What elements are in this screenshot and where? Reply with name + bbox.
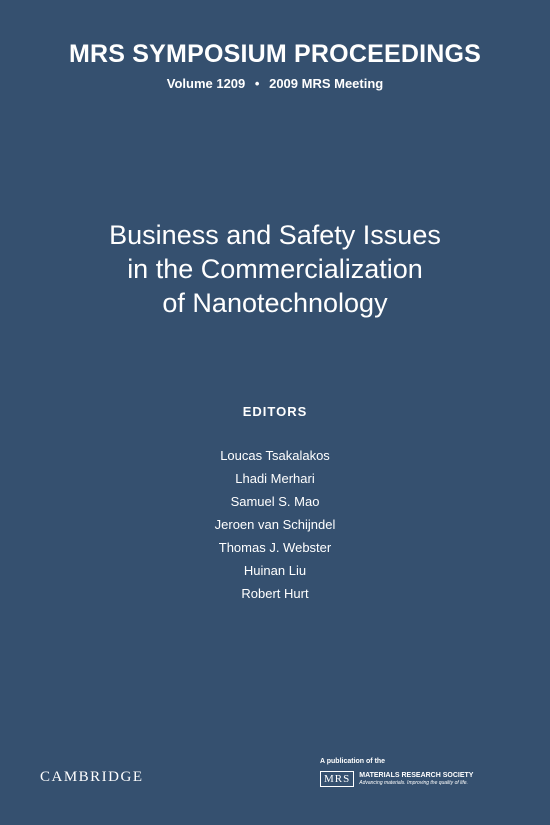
editor-list: [0, 444, 550, 605]
publication-of-label: A publication of the: [320, 758, 386, 765]
series-title: MRS SYMPOSIUM PROCEEDINGS: [69, 40, 481, 68]
mrs-text: [359, 771, 473, 787]
separator-dot: •: [254, 76, 260, 91]
editor-name: Lhadi Merhari: [235, 471, 315, 486]
cambridge-logo: CAMBRIDGE: [40, 769, 144, 785]
editor-name: Loucas Tsakalakos: [220, 448, 330, 463]
society-tagline: Advancing materials. Improving the quality of life.: [359, 780, 468, 786]
mrs-logo: [320, 771, 520, 787]
editor-name: Jeroen van Schijndel: [214, 517, 336, 532]
mrs-publication-block: [320, 758, 520, 787]
editor-name: Thomas J. Webster: [218, 540, 332, 555]
society-name: MATERIALS RESEARCH SOCIETY: [359, 772, 474, 779]
editor-name: Huinan Liu: [243, 563, 307, 578]
mrs-mark-icon: MRS: [320, 771, 354, 787]
volume-number: Volume 1209: [166, 76, 246, 91]
title-line: in the Commercialization: [127, 254, 423, 284]
meeting-name: 2009 MRS Meeting: [269, 76, 384, 91]
editor-name: Samuel S. Mao: [230, 494, 320, 509]
title-line: Business and Safety Issues: [109, 220, 441, 250]
volume-line: [0, 76, 550, 91]
title-line: of Nanotechnology: [162, 288, 388, 318]
editor-name: Robert Hurt: [241, 586, 309, 601]
book-title: [0, 218, 550, 320]
editors-heading: EDITORS: [242, 404, 308, 419]
